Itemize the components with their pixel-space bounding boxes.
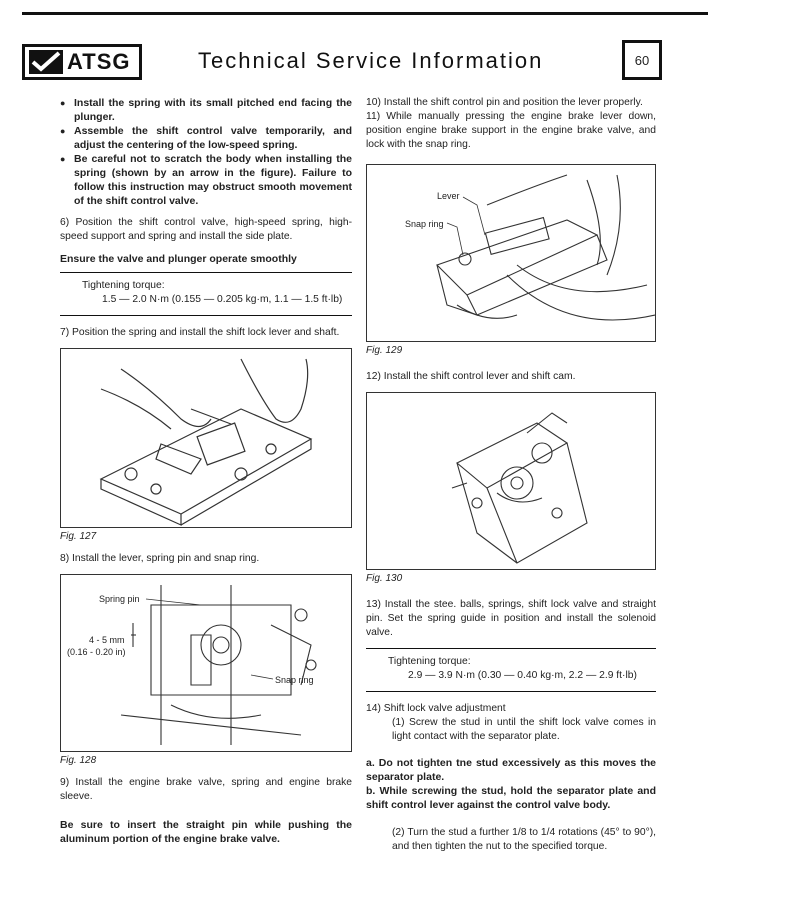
- step-10: 10) Install the shift control pin and position the lever properly.: [366, 97, 643, 108]
- step-8: 8) Install the lever, spring pin and snap ring.: [60, 553, 260, 564]
- snap-ring-label: Snap ring: [405, 219, 444, 229]
- spring-pin-label: Spring pin: [99, 594, 140, 604]
- torque-value: 1.5 — 2.0 N·m (0.155 — 0.205 kg·m, 1.1 — 1.5 ft·lb): [102, 294, 343, 305]
- step-9: 9) Install the engine brake valve, spring and engine brake sleeve.: [60, 777, 352, 802]
- step-14-1: (1) Screw the stud in until the shift lock valve comes in light contact with the separator plate.: [392, 717, 656, 742]
- left-column: [60, 96, 352, 846]
- torque-label: Tightening torque:: [388, 656, 471, 667]
- valve-body-hands-illustration: [61, 349, 351, 527]
- figure-129-caption: Fig. 129: [366, 345, 403, 356]
- step-11: 11) While manually pressing the engine brake lever down, position engine brake support in the engine brake valve, and lock with the snap ring.: [366, 111, 656, 150]
- torque-label: Tightening torque:: [82, 280, 165, 291]
- aluminum-note: Be sure to insert the straight pin while pushing the aluminum portion of the engine brake valve.: [60, 819, 352, 845]
- lever-label: Lever: [437, 191, 460, 201]
- checkmark-icon: [29, 50, 63, 74]
- step-12: 12) Install the shift control lever and shift cam.: [366, 371, 576, 382]
- right-column: [366, 96, 656, 854]
- figure-127-caption: Fig. 127: [60, 531, 97, 542]
- figure-128-caption: Fig. 128: [60, 755, 97, 766]
- dimension-inch-label: (0.16 - 0.20 in): [67, 647, 126, 657]
- snap-ring-label: Snap ring: [275, 675, 314, 685]
- bullet-list: [60, 96, 352, 208]
- torque-value: 2.9 — 3.9 N·m (0.30 — 0.40 kg·m, 2.2 — 2.9 ft·lb): [408, 670, 637, 681]
- torque-spec-2: [366, 648, 656, 692]
- warning-b: b. While screwing the stud, hold the separator plate and shift control lever against the control valve body.: [366, 785, 656, 811]
- torque-spec-1: [60, 272, 352, 316]
- ensure-note: Ensure the valve and plunger operate smoothly: [60, 253, 297, 265]
- warning-a: a. Do not tighten tne stud excessively as this moves the separator plate.: [366, 757, 656, 783]
- figure-130: [366, 392, 656, 570]
- header-rule: [22, 12, 708, 15]
- step-14-2: (2) Turn the stud a further 1/8 to 1/4 rotations (45° to 90°), and then tighten the nut to the specified torque.: [392, 827, 656, 852]
- step-13: 13) Install the stee. balls, springs, shift lock valve and straight pin. Set the spring guide in position and install the solenoid valve.: [366, 599, 656, 638]
- step-14: 14) Shift lock valve adjustment: [366, 703, 506, 714]
- shift-cam-illustration: [367, 393, 655, 569]
- figure-128: [60, 574, 352, 752]
- figure-129: [366, 164, 656, 342]
- atsg-logo: [22, 44, 142, 80]
- step-7: 7) Position the spring and install the shift lock lever and shaft.: [60, 327, 340, 338]
- lever-spring-pin-illustration: [61, 575, 351, 751]
- figure-127: [60, 348, 352, 528]
- engine-brake-lever-illustration: [367, 165, 655, 341]
- page-title: Technical Service Information: [198, 48, 544, 73]
- dimension-label: 4 - 5 mm: [89, 635, 125, 645]
- bullet-item: ● Be careful not to scratch the body when installing the spring (shown by an arrow in the figure). Failure to follow this instruction may obstruct smooth movement of the shift control valve.: [60, 152, 352, 208]
- figure-130-caption: Fig. 130: [366, 573, 403, 584]
- logo-text: ATSG: [67, 49, 131, 74]
- page-number: 60: [622, 40, 662, 80]
- bullet-item: ● Install the spring with its small pitched end facing the plunger.: [60, 96, 352, 124]
- step-6: 6) Position the shift control valve, high-speed spring, high-speed support and spring and install the side plate.: [60, 217, 352, 242]
- bullet-item: ● Assemble the shift control valve temporarily, and adjust the centering of the low-speed spring.: [60, 124, 352, 152]
